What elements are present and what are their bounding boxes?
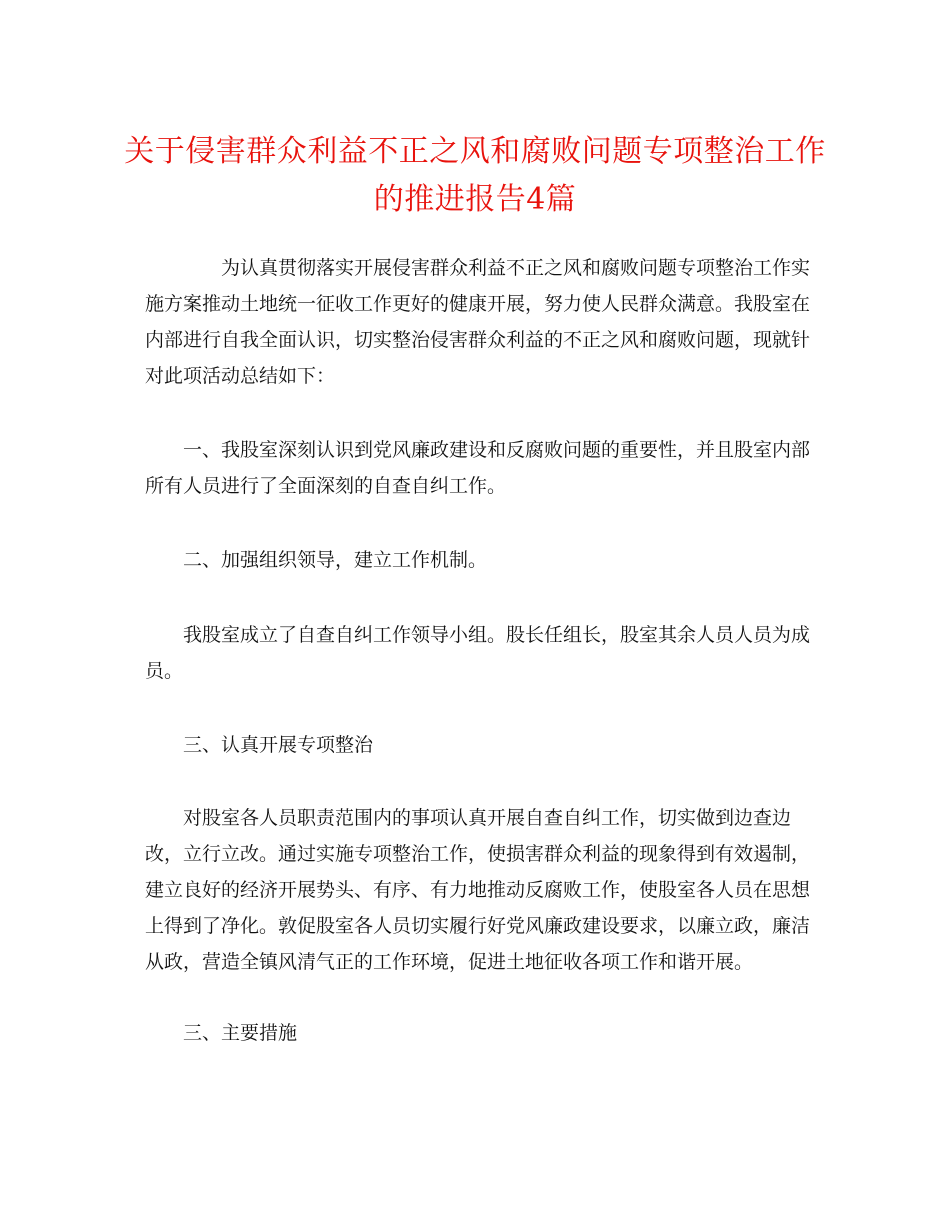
section-2-heading	[145, 542, 805, 578]
heading-line: 二、加强组织领导，建立工作机制。	[183, 549, 488, 571]
paragraph-line: 对股室各人员职责范围内的事项认真开展自查自纠工作，切实做到边查边	[183, 807, 792, 829]
paragraph-line: 改，立行立改。通过实施专项整治工作，使损害群众利益的现象得到有效遏制，	[145, 843, 811, 865]
paragraph-line: 内部进行自我全面认识，切实整治侵害群众利益的不正之风和腐败问题，现就针	[145, 329, 811, 351]
paragraph-line: 员。	[145, 660, 184, 682]
document-title-line-1: 关于侵害群众利益不正之风和腐败问题专项整治工作	[124, 134, 826, 169]
heading-line: 三、认真开展专项整治	[183, 734, 374, 756]
section-1-paragraph	[145, 432, 811, 504]
section-2-body	[145, 617, 811, 689]
section-3-body	[145, 800, 811, 980]
paragraph-line: 一、我股室深刻认识到党风廉政建设和反腐败问题的重要性，并且股室内部	[183, 439, 811, 461]
paragraph-line: 从政，营造全镇风清气正的工作环境，促进土地征收各项工作和谐开展。	[145, 951, 754, 973]
section-3-heading	[145, 727, 805, 763]
paragraph-line: 我股室成立了自查自纠工作领导小组。股长任组长，股室其余人员人员为成	[183, 624, 811, 646]
heading-line: 三、主要措施	[183, 1022, 298, 1044]
intro-paragraph	[145, 250, 811, 394]
paragraph-line: 施方案推动土地统一征收工作更好的健康开展，努力使人民群众满意。我股室在	[145, 293, 811, 315]
paragraph-line: 上得到了净化。敦促股室各人员切实履行好党风廉政建设要求，以廉立政，廉洁	[145, 915, 811, 937]
paragraph-line: 所有人员进行了全面深刻的自查自纠工作。	[145, 475, 507, 497]
main-measures-heading	[145, 1015, 805, 1051]
paragraph-line: 建立良好的经济开展势头、有序、有力地推动反腐败工作，使股室各人员在思想	[145, 879, 811, 901]
paragraph-line: 对此项活动总结如下：	[145, 365, 336, 387]
paragraph-line: 为认真贯彻落实开展侵害群众利益不正之风和腐败问题专项整治工作实	[221, 257, 811, 279]
document-title-line-2: 的推进报告4篇	[373, 182, 577, 217]
